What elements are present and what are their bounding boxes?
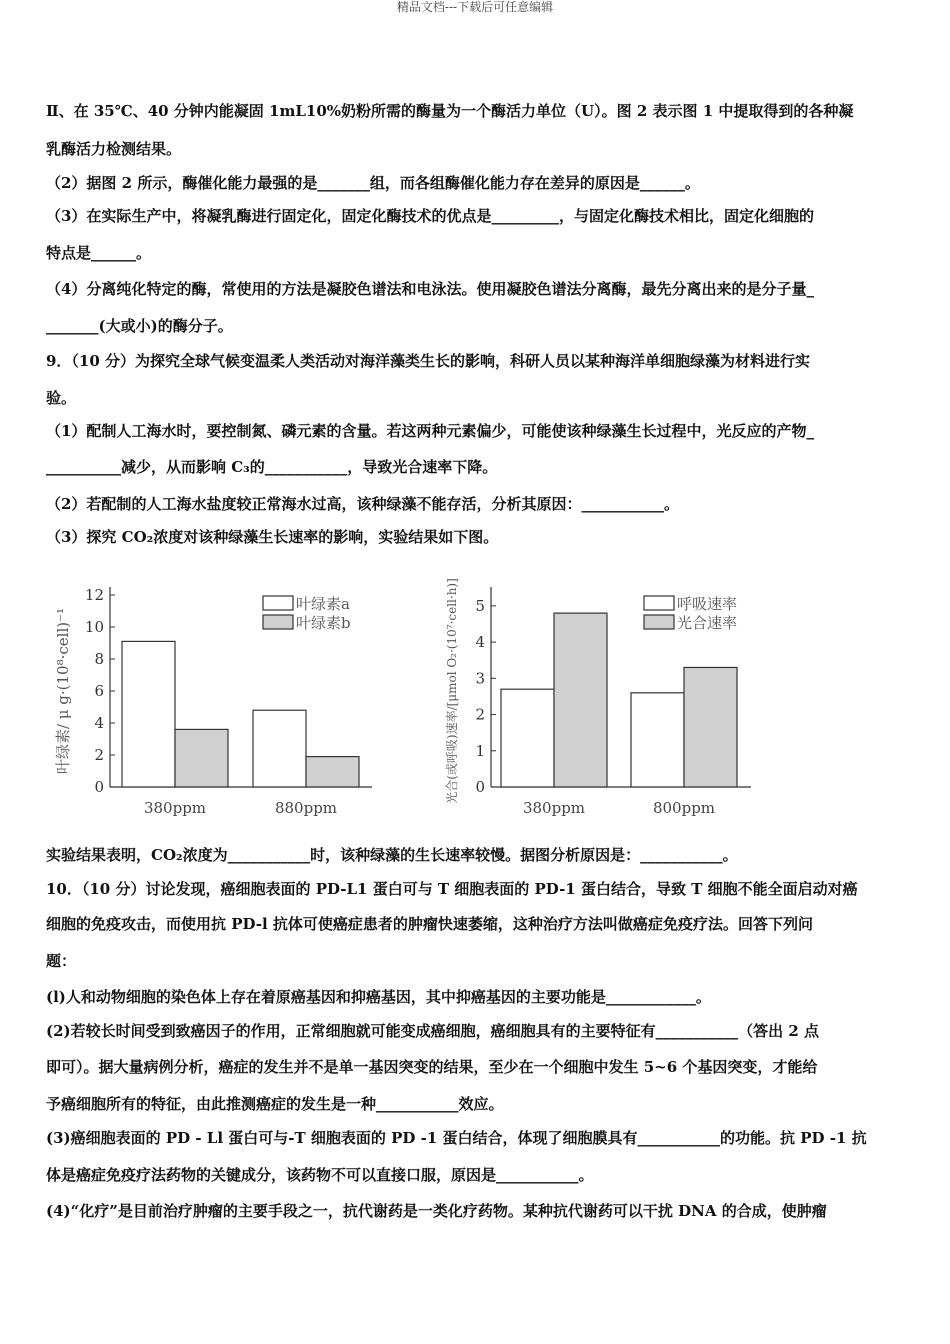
bar (554, 613, 607, 787)
text-line: __________减少，从而影响 C₃的___________，导致光合速率下降。 (46, 458, 498, 476)
x-tick-label: 380ppm (143, 799, 207, 817)
text-line: 10．（10 分）讨论发现，癌细胞表面的 PD-L1 蛋白可与 T 细胞表面的 PD-1 蛋白结合，导致 T 细胞不能全面启动对癌 (46, 880, 858, 898)
y-tick-label: 4 (475, 633, 485, 652)
y-tick-label: 2 (94, 746, 104, 764)
text-line: （3）在实际生产中，将凝乳酶进行固定化，固定化酶技术的优点是_________，与固定化酶技术相比，固定化细胞的 (46, 207, 814, 225)
text-line: 验。 (46, 389, 77, 407)
legend-swatch (644, 615, 674, 629)
page-header: 精品文档---下载后可任意编辑 (396, 0, 554, 14)
text-line: 题： (46, 952, 77, 970)
text-line: 乳酶活力检测结果。 (46, 140, 182, 158)
text-line: 9．（10 分）为探究全球气候变温柔人类活动对海洋藻类生长的影响，科研人员以某种海洋单细胞绿藻为材料进行实 (46, 352, 811, 370)
y-tick-label: 4 (94, 714, 104, 732)
text-line: （4）分离纯化特定的酶，常使用的方法是凝胶色谱法和电泳法。使用凝胶色谱法分离酶，最先分离出来的是分子量_ (46, 280, 814, 298)
legend-swatch (263, 615, 293, 629)
legend-label: 光合速率 (677, 614, 738, 632)
chart-photosynthesis-respiration (440, 572, 860, 832)
text-line: （3）探究 CO₂浓度对该种绿藻生长速率的影响，实验结果如下图。 (46, 528, 499, 546)
text-line: （2）若配制的人工海水盐度较正常海水过高，该种绿藻不能存活，分析其原因：___________。 (46, 495, 679, 513)
text-line: 实验结果表明，CO₂浓度为___________时，该种绿藻的生长速率较慢。据图分析原因是：___________。 (46, 846, 738, 864)
bar (253, 710, 306, 787)
bar (684, 667, 737, 787)
x-tick-label: 380ppm (522, 799, 586, 817)
y-tick-label: 0 (475, 778, 485, 796)
legend-swatch (263, 596, 293, 610)
bar (501, 689, 554, 787)
text-line: (l)人和动物细胞的染色体上存在着原癌基因和抑癌基因，其中抑癌基因的主要功能是____________。 (46, 988, 711, 1006)
bar (306, 757, 359, 787)
y-tick-label: 5 (475, 596, 485, 615)
x-tick-label: 880ppm (274, 799, 338, 817)
legend-label: 叶绿素a (296, 595, 350, 613)
y-tick-label: 12 (84, 586, 104, 604)
y-tick-label: 8 (94, 650, 104, 668)
legend-label: 叶绿素b (296, 614, 351, 632)
legend-swatch (644, 596, 674, 610)
text-line: Ⅱ、在 35℃、40 分钟内能凝固 1mL10%奶粉所需的酶量为一个酶活力单位（U）。图 2 表示图 1 中提取得到的各种凝 (46, 102, 854, 120)
y-tick-label: 2 (475, 705, 485, 724)
text-line: 细胞的免疫攻击，而使用抗 PD-l 抗体可使癌症患者的肿瘤快速萎缩，这种治疗方法叫做癌症免疫疗法。回答下列问 (46, 915, 813, 933)
text-line: 体是癌症免疫疗法药物的关键成分，该药物不可以直接口服，原因是___________。 (46, 1166, 594, 1184)
y-tick-label: 6 (94, 682, 104, 700)
text-line: （2）据图 2 所示，酶催化能力最强的是_______组，而各组酶催化能力存在差异的原因是______。 (46, 174, 700, 192)
text-line: （1）配制人工海水时，要控制氮、磷元素的含量。若这两种元素偏少，可能使该种绿藻生长过程中，光反应的产物_ (46, 422, 814, 440)
y-axis-label: 光合(或呼吸)速率/[μmol O₂·(10⁷·cell·h)] (445, 578, 459, 804)
chart-chlorophyll (40, 572, 420, 832)
text-line: _______(大或小)的酶分子。 (46, 317, 233, 335)
text-line: 予癌细胞所有的特征，由此推测癌症的发生是一种___________效应。 (46, 1095, 504, 1113)
y-tick-label: 1 (475, 741, 485, 760)
text-line: (2)若较长时间受到致癌因子的作用，正常细胞就可能变成癌细胞，癌细胞具有的主要特征有___________（答出 2 点 (46, 1022, 820, 1040)
text-line: (3)癌细胞表面的 PD - Ll 蛋白可与-T 细胞表面的 PD -1 蛋白结合，体现了细胞膜具有___________的功能。抗 PD -1 抗 (46, 1129, 867, 1147)
bar (175, 729, 228, 787)
y-axis-label: 叶绿素/ μ g·(10⁸·cell)⁻¹ (54, 607, 72, 775)
x-tick-label: 800ppm (652, 799, 716, 817)
bar (631, 693, 684, 787)
text-line: 特点是______。 (46, 244, 152, 262)
y-tick-label: 10 (84, 618, 104, 636)
bar (122, 641, 175, 787)
charts-figure (40, 572, 920, 832)
y-tick-label: 0 (94, 778, 104, 796)
legend-label: 呼吸速率 (677, 595, 738, 613)
text-line: (4)“化疗”是目前治疗肿瘤的主要手段之一，抗代谢药是一类化疗药物。某种抗代谢药可以干扰 DNA 的合成，使肿瘤 (46, 1202, 827, 1220)
y-tick-label: 3 (475, 669, 485, 688)
text-line: 即可）。据大量病例分析，癌症的发生并不是单一基因突变的结果，至少在一个细胞中发生 5~6 个基因突变，才能给 (46, 1058, 818, 1076)
